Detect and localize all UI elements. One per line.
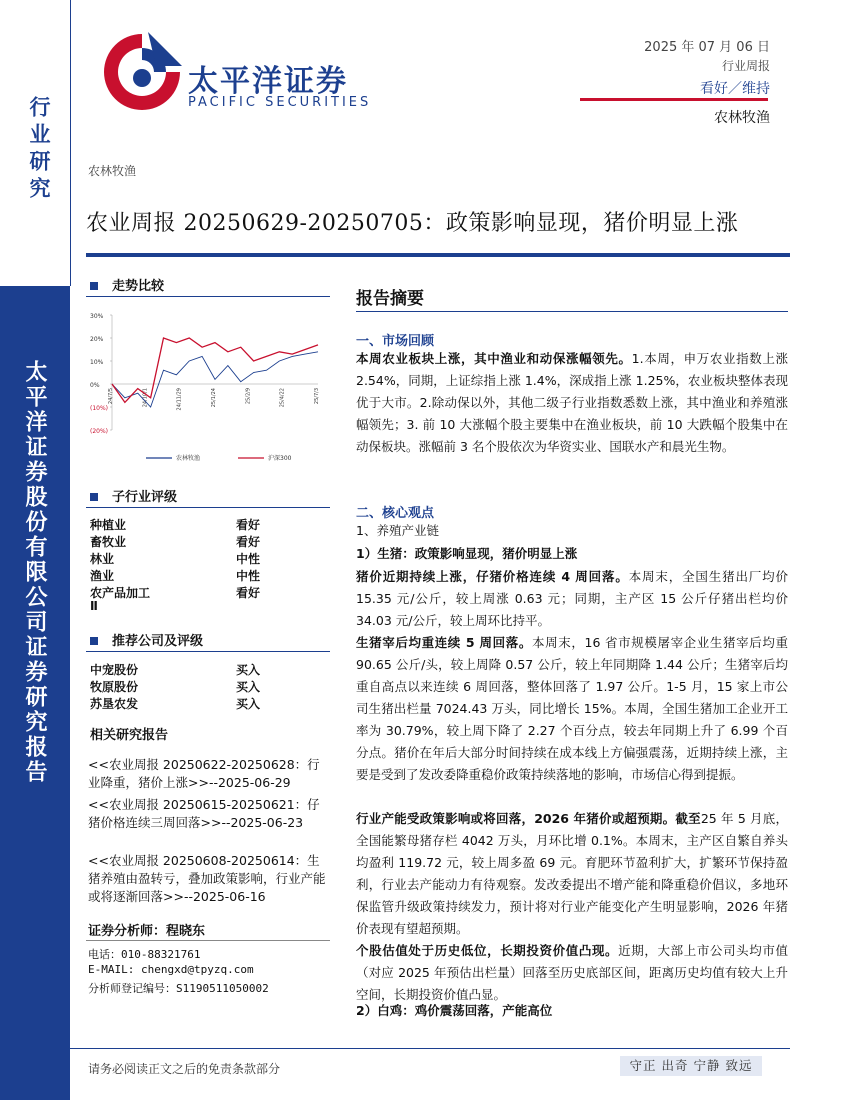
- sector-label: 农林牧渔: [714, 110, 770, 126]
- x-tick-label: 24/11/29: [176, 388, 183, 411]
- subsector-section-header: 子行业评级: [90, 486, 177, 505]
- trend-section-header: 走势比较: [90, 275, 164, 294]
- analyst-registration: 分析师登记编号：S1190511050002: [88, 982, 269, 995]
- y-tick-label: (10%): [90, 405, 109, 412]
- section-divider: [86, 651, 330, 652]
- analyst-phone: 电话：010-88321761: [88, 948, 201, 961]
- sidebar-category-label: 行业研究: [27, 96, 52, 204]
- x-tick-label: 25/7/3: [314, 388, 320, 405]
- y-tick-label: 20%: [90, 336, 104, 343]
- rating-cell: 买入: [236, 663, 261, 677]
- rating-cell: 看好: [236, 518, 261, 532]
- section-bullet-icon: [90, 637, 98, 645]
- section-bullet-icon: [90, 493, 98, 501]
- table-row: 中宠股份: [90, 663, 139, 677]
- rating-cell: 看好: [236, 535, 261, 549]
- related-reports-header: 相关研究报告: [90, 728, 169, 743]
- report-type: 行业周报: [721, 59, 770, 73]
- x-tick-label: 24/10/1: [142, 388, 149, 408]
- rating-cell: 买入: [236, 680, 261, 694]
- related-report-link[interactable]: <<农业周报 20250608-20250614：生猪养殖由盈转亏，叠加政策影响，行业产能或将逐渐回落>>--2025-06-16: [88, 853, 326, 904]
- hog-weight-paragraph: 生猪宰后均重连续 5 周回落。本周末，16 省市规模屠宰企业生猪宰后均重 90.65 公斤/头，较上周降 0.57 公斤，较上年同期降 1.44 公斤；生猪宰后均重自高点以来连续 6 周回落，整体回落了 1.97 公斤。1-5 月，15 家上市公司生猪出栏量 7024.43 万头，同比增长 15%。本周，全国生猪加工企业开工率为 30.79%，较上周下降了 2.27 个百分点，较去年同期上升了 6.99 个百分点。猪价在年后大部分时间持续在成本线上方偏强震荡，近期持续上涨，主要是受到了发改委降重稳价政策持续落地的影响，市场信心得到提振。: [356, 635, 788, 782]
- table-row: 牧原股份: [90, 680, 139, 694]
- x-tick-label: 25/4/22: [279, 388, 286, 408]
- capacity-paragraph: 行业产能受政策影响或将回落，2026 年猪价或超预期。截至25 年 5 月底，全国能繁母猪存栏 4042 万头，月环比增 0.1%。本周末，主产区自繁自养头均盈利 119.72 元，较上周多盈 69 元。育肥环节盈利扩大，扩繁环节保持盈利，行业去产能动力有待观察。发改委提出不增产能和降重稳价倡议，多地环保监管升级政策持续发力，预计将对行业产能变化产生明显影响，2026 年猪价表现有望超预期。: [356, 811, 788, 936]
- section-divider: [86, 507, 330, 508]
- companies-section-header: 推荐公司及评级: [90, 630, 203, 649]
- rating-cell: 看好: [236, 586, 261, 600]
- section-bullet-icon: [90, 282, 98, 290]
- rating-cell: 中性: [236, 552, 261, 566]
- subsection-title: 1、养殖产业链: [356, 523, 439, 538]
- table-row: 林业: [90, 552, 115, 566]
- trend-chart: [86, 305, 330, 475]
- brand-name: 太平洋证券: [188, 64, 348, 99]
- table-row: 种植业: [90, 518, 127, 532]
- section-heading-views: 二、核心观点: [356, 506, 435, 521]
- table-row: 农产品加工: [90, 586, 151, 600]
- pacific-securities-logo: [100, 30, 184, 114]
- related-report-link[interactable]: <<农业周报 20250622-20250628：行业降重，猪价上涨>>--2025-06-29: [88, 757, 320, 790]
- header-divider: [580, 98, 768, 101]
- analyst-name: 证券分析师：程晓东: [88, 924, 206, 939]
- page-title: 农业周报 20250629-20250705：政策影响显现，猪价明显上涨: [86, 211, 739, 236]
- breadcrumb: 农林牧渔: [88, 164, 137, 178]
- summary-title: 报告摘要: [356, 289, 424, 309]
- x-tick-label: 25/1/24: [211, 388, 217, 408]
- brand-name-en: PACIFIC SECURITIES: [188, 95, 372, 110]
- legend-label: 农林牧渔: [176, 455, 201, 462]
- y-tick-label: 0%: [90, 382, 100, 389]
- title-divider: [86, 253, 790, 257]
- report-date: 2025 年 07 月 06 日: [644, 40, 770, 55]
- y-tick-label: 30%: [90, 313, 104, 320]
- rating-cell: 买入: [236, 697, 261, 711]
- footer-motto: 守正 出奇 宁静 致远: [620, 1056, 762, 1076]
- analyst-email[interactable]: E-MAIL: chengxd@tpyzq.com: [88, 963, 254, 976]
- table-row: 渔业: [90, 569, 115, 583]
- sidebar-company-label: 太平洋证券股份有限公司证券研究报告: [22, 360, 48, 785]
- footer-divider: [70, 1048, 790, 1049]
- y-tick-label: (20%): [90, 428, 109, 435]
- rating-cell: 中性: [236, 569, 261, 583]
- industry-rating: 看好／维持: [700, 81, 770, 97]
- table-row: 畜牧业: [90, 535, 127, 549]
- market-review-paragraph: 本周农业板块上涨，其中渔业和动保涨幅领先。1.本周，申万农业指数上涨 2.54%，同期，上证综指上涨 1.4%，深成指上涨 1.25%，农业板块整体表现优于大市。2.除动保以外，其他二级子行业指数悉数上涨，其中渔业和养殖涨幅领先；3. 前 10 大涨幅个股主要集中在渔业板块，前 10 大跌幅个股集中在动保板块。涨幅前 3 名个股依次为华资实业、国联水产和晨光生物。: [356, 351, 788, 454]
- subsection-hog-title: 1）生猪：政策影响显现，猪价明显上涨: [356, 546, 578, 561]
- legend-label: 沪深300: [268, 455, 292, 462]
- related-report-link[interactable]: <<农业周报 20250615-20250621：仔猪价格连续三周回落>>--2025-06-23: [88, 797, 320, 830]
- hog-price-paragraph: 猪价近期持续上涨，仔猪价格连续 4 周回落。本周末，全国生猪出厂均价 15.35 元/公斤，较上周涨 0.63 元；同期，主产区 15 公斤仔猪出栏均价 34.03 元/公斤，较上周环比持平。: [356, 569, 788, 628]
- analyst-divider: [86, 940, 330, 941]
- table-row: 苏垦农发: [90, 697, 139, 711]
- x-tick-label: 25/2/9: [245, 388, 252, 405]
- y-tick-label: 10%: [90, 359, 104, 366]
- footer-disclaimer: 请务必阅读正文之后的免责条款部分: [88, 1062, 281, 1076]
- section-divider: [86, 296, 330, 297]
- x-tick-label: 24/7/5: [108, 388, 114, 405]
- subsection-broiler-title: 2）白鸡：鸡价震荡回落，产能高位: [356, 1003, 553, 1018]
- valuation-paragraph: 个股估值处于历史低位，长期投资价值凸现。近期，大部上市公司头均市值（对应 2025 年预估出栏量）回落至历史底部区间，距离历史均值有较大上升空间，长期投资价值凸显。: [356, 943, 788, 1002]
- table-row: Ⅱ: [90, 599, 98, 613]
- section-heading-market: 一、市场回顾: [356, 334, 435, 349]
- summary-divider: [356, 311, 788, 312]
